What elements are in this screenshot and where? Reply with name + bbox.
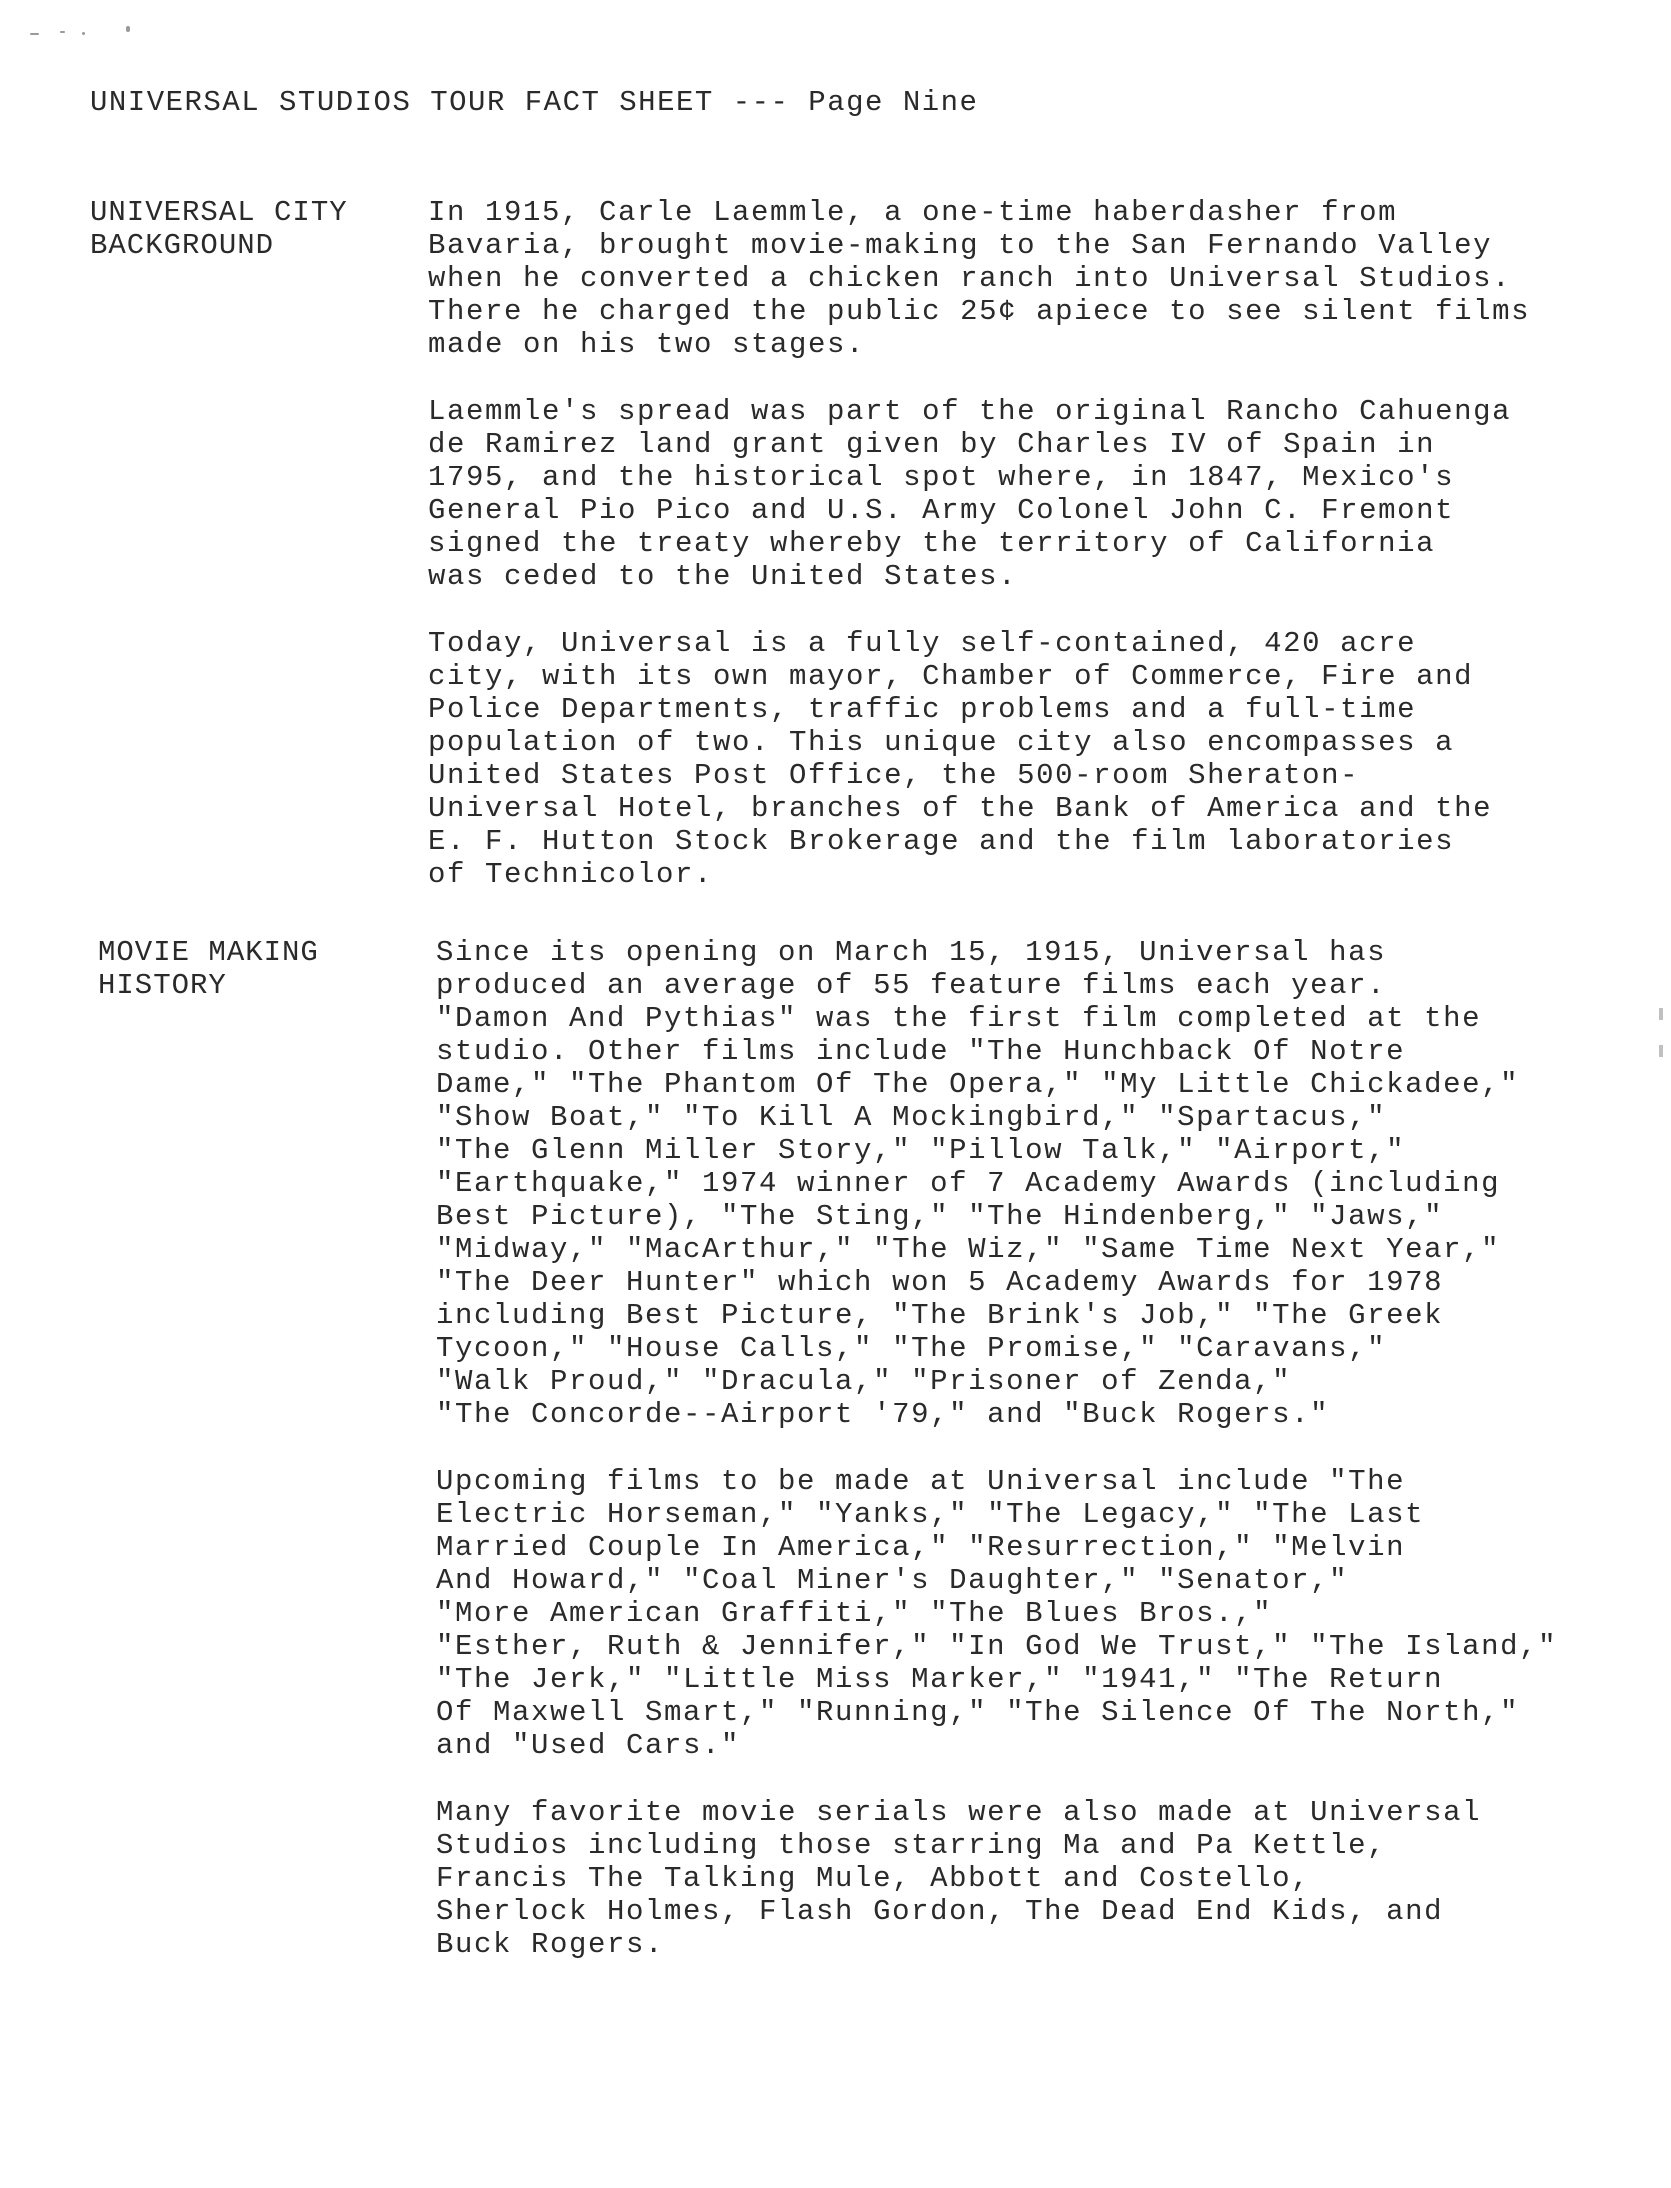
text-line: "Walk Proud," "Dracula," "Prisoner of Zenda," (436, 1365, 1292, 1398)
text-line: "Damon And Pythias" was the first film completed at the (436, 1002, 1482, 1035)
text-line: Sherlock Holmes, Flash Gordon, The Dead End Kids, and (436, 1895, 1444, 1928)
paragraph (436, 936, 1636, 1431)
text-line: Electric Horseman," "Yanks," "The Legacy," "The Last (436, 1498, 1425, 1531)
text-line: made on his two stages. (428, 328, 866, 361)
text-line: Upcoming films to be made at Universal include "The (436, 1465, 1406, 1498)
section-body (436, 936, 1636, 1995)
text-line: city, with its own mayor, Chamber of Commerce, Fire and (428, 660, 1474, 693)
text-line: Police Departments, traffic problems and a full-time (428, 693, 1417, 726)
text-line: studio. Other films include "The Hunchback Of Notre (436, 1035, 1406, 1068)
paragraph (428, 196, 1628, 361)
paper-smudge (30, 30, 140, 38)
text-line: was ceded to the United States. (428, 560, 1018, 593)
text-line: United States Post Office, the 500-room Sheraton- (428, 759, 1360, 792)
text-line: There he charged the public 25¢ apiece to see silent films (428, 295, 1531, 328)
text-line: "More American Graffiti," "The Blues Bros.," (436, 1597, 1273, 1630)
text-line: "Earthquake," 1974 winner of 7 Academy Awards (including (436, 1167, 1501, 1200)
text-line: "The Jerk," "Little Miss Marker," "1941," "The Return (436, 1663, 1444, 1696)
text-line: "The Glenn Miller Story," "Pillow Talk," "Airport," (436, 1134, 1406, 1167)
text-line: Many favorite movie serials were also made at Universal (436, 1796, 1482, 1829)
text-line: Today, Universal is a fully self-contained, 420 acre (428, 627, 1417, 660)
section-label-line: UNIVERSAL CITY (90, 196, 348, 229)
section-label-line: MOVIE MAKING (98, 936, 319, 969)
text-line: Of Maxwell Smart," "Running," "The Silence Of The North," (436, 1696, 1520, 1729)
text-line: Buck Rogers. (436, 1928, 665, 1961)
text-line: and "Used Cars." (436, 1729, 741, 1762)
text-line: Married Couple In America," "Resurrection," "Melvin (436, 1531, 1406, 1564)
paragraph (428, 627, 1628, 891)
section-label-line: BACKGROUND (90, 229, 275, 262)
text-line: Universal Hotel, branches of the Bank of America and the (428, 792, 1493, 825)
section-label (98, 936, 319, 1002)
page-title: UNIVERSAL STUDIOS TOUR FACT SHEET --- Page Nine (90, 86, 979, 119)
paragraph (436, 1465, 1636, 1762)
text-line: General Pio Pico and U.S. Army Colonel John C. Fremont (428, 494, 1455, 527)
text-line: "Show Boat," "To Kill A Mockingbird," "Spartacus," (436, 1101, 1387, 1134)
section-label-line: HISTORY (98, 969, 227, 1002)
text-line: Studios including those starring Ma and Pa Kettle, (436, 1829, 1387, 1862)
section-body (428, 196, 1628, 925)
text-line: de Ramirez land grant given by Charles IV of Spain in (428, 428, 1436, 461)
text-line: "The Concorde--Airport '79," and "Buck Rogers." (436, 1398, 1330, 1431)
text-line: "Midway," "MacArthur," "The Wiz," "Same Time Next Year," (436, 1233, 1501, 1266)
paper-edge-mark (1659, 1045, 1663, 1057)
text-line: In 1915, Carle Laemmle, a one-time haberdasher from (428, 196, 1398, 229)
text-line: produced an average of 55 feature films each year. (436, 969, 1387, 1002)
paragraph (428, 395, 1628, 593)
text-line: E. F. Hutton Stock Brokerage and the film laboratories (428, 825, 1455, 858)
text-line: of Technicolor. (428, 858, 714, 891)
text-line: Best Picture), "The Sting," "The Hindenberg," "Jaws," (436, 1200, 1444, 1233)
text-line: "The Deer Hunter" which won 5 Academy Awards for 1978 (436, 1266, 1444, 1299)
section-label (90, 196, 348, 262)
text-line: "Esther, Ruth & Jennifer," "In God We Trust," "The Island," (436, 1630, 1558, 1663)
text-line: Laemmle's spread was part of the original Rancho Cahuenga (428, 395, 1512, 428)
text-line: population of two. This unique city also encompasses a (428, 726, 1455, 759)
paper-edge-mark (1659, 1008, 1663, 1020)
text-line: when he converted a chicken ranch into Universal Studios. (428, 262, 1512, 295)
text-line: including Best Picture, "The Brink's Job," "The Greek (436, 1299, 1444, 1332)
text-line: 1795, and the historical spot where, in 1847, Mexico's (428, 461, 1455, 494)
text-line: Dame," "The Phantom Of The Opera," "My Little Chickadee," (436, 1068, 1520, 1101)
text-line: And Howard," "Coal Miner's Daughter," "Senator," (436, 1564, 1349, 1597)
text-line: Bavaria, brought movie-making to the San Fernando Valley (428, 229, 1493, 262)
text-line: Tycoon," "House Calls," "The Promise," "Caravans," (436, 1332, 1387, 1365)
paragraph (436, 1796, 1636, 1961)
text-line: Francis The Talking Mule, Abbott and Costello, (436, 1862, 1311, 1895)
text-line: signed the treaty whereby the territory of California (428, 527, 1436, 560)
text-line: Since its opening on March 15, 1915, Universal has (436, 936, 1387, 969)
